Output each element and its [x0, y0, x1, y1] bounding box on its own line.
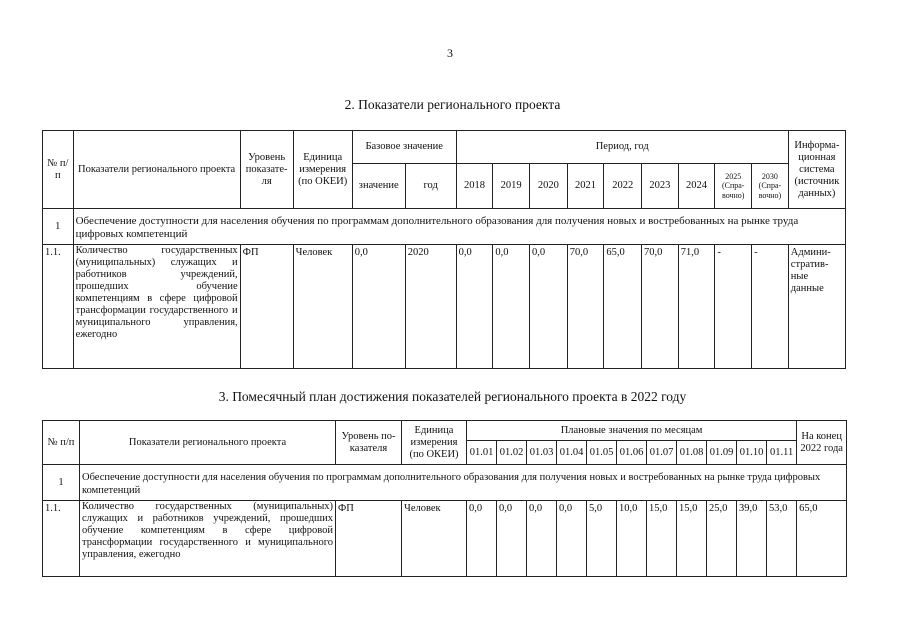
- header-year-reference: 2025 (Спра-вочно): [715, 164, 752, 209]
- row-value: 71,0: [678, 245, 715, 369]
- row-month-value: 0,0: [467, 501, 497, 577]
- header-month: 01.02: [497, 441, 527, 465]
- row-month-value: 10,0: [617, 501, 647, 577]
- row-month-value: 0,0: [527, 501, 557, 577]
- row-month-value: 5,0: [587, 501, 617, 577]
- row-value: 0,0: [493, 245, 530, 369]
- section-row-num: 1: [43, 209, 74, 245]
- header-end: На конец 2022 года: [797, 421, 847, 465]
- header-month: 01.06: [617, 441, 647, 465]
- row-unit: Человек: [293, 245, 352, 369]
- row-month-value: 39,0: [737, 501, 767, 577]
- header-level: Уровень показате-ля: [240, 131, 293, 209]
- header-level: Уровень по-казателя: [336, 421, 402, 465]
- section-row-text: Обеспечение доступности для населения обучения по программам дополнительного образования для получения новых и востребованных на рынке труда цифровых компетенций: [73, 209, 845, 245]
- section-3-title: 3. Помесячный план достижения показателей регионального проекта в 2022 году: [218, 389, 687, 404]
- row-month-value: 0,0: [557, 501, 587, 577]
- row-indicator: Количество государственных (муниципальных) служащих и работников учреждений, прошедших обучение компетенциям в сфере цифровой трансформации государственного и муниципального управления, ежегодно: [80, 501, 336, 577]
- header-month: 01.09: [707, 441, 737, 465]
- row-level: ФП: [240, 245, 293, 369]
- row-indicator: Количество государственных (муниципальных) служащих и работников учреждений, прошедших обучение компетенциям в сфере цифровой трансформации государственного и муниципального управления, ежегодно: [73, 245, 240, 369]
- header-year: 2020: [530, 164, 568, 209]
- header-year: 2018: [456, 164, 493, 209]
- header-indicators: Показатели регионального проекта: [80, 421, 336, 465]
- row-unit: Человек: [402, 501, 467, 577]
- header-base-value: значение: [352, 164, 405, 209]
- header-year: 2022: [604, 164, 642, 209]
- header-month: 01.05: [587, 441, 617, 465]
- header-month: 01.01: [467, 441, 497, 465]
- row-base-value: 0,0: [352, 245, 405, 369]
- row-month-value: 15,0: [647, 501, 677, 577]
- header-month: 01.11: [767, 441, 797, 465]
- header-month: 01.03: [527, 441, 557, 465]
- header-year: 2021: [567, 164, 604, 209]
- row-base-year: 2020: [405, 245, 456, 369]
- section-row-num: 1: [43, 465, 80, 501]
- header-month: 01.10: [737, 441, 767, 465]
- section-2-title: 2. Показатели регионального проекта: [344, 97, 561, 112]
- header-unit: Единица измерения (по ОКЕИ): [402, 421, 467, 465]
- row-value: -: [715, 245, 752, 369]
- row-num: 1.1.: [43, 501, 80, 577]
- row-value: 0,0: [530, 245, 568, 369]
- header-base-year: год: [405, 164, 456, 209]
- row-num: 1.1.: [43, 245, 74, 369]
- header-unit: Единица измерения (по ОКЕИ): [293, 131, 352, 209]
- header-base: Базовое значение: [352, 131, 456, 164]
- monthly-plan-table: [42, 420, 847, 577]
- row-value: -: [752, 245, 789, 369]
- header-month: 01.07: [647, 441, 677, 465]
- header-planned: Плановые значения по месяцам: [467, 421, 797, 441]
- header-info: Информа-ционная система (источник данных): [788, 131, 845, 209]
- row-month-value: 15,0: [677, 501, 707, 577]
- header-year-reference: 2030 (Спра-вочно): [752, 164, 789, 209]
- row-month-value: 25,0: [707, 501, 737, 577]
- row-month-value: 53,0: [767, 501, 797, 577]
- row-value: 70,0: [642, 245, 679, 369]
- header-indicators: Показатели регионального проекта: [73, 131, 240, 209]
- header-num: № п/п: [43, 131, 74, 209]
- header-period: Период, год: [456, 131, 788, 164]
- header-year: 2019: [493, 164, 530, 209]
- row-level: ФП: [336, 501, 402, 577]
- indicators-table: [42, 130, 846, 369]
- page-number: 3: [447, 46, 453, 60]
- header-num: № п/п: [43, 421, 80, 465]
- header-month: 01.08: [677, 441, 707, 465]
- header-year: 2023: [642, 164, 679, 209]
- row-value: 70,0: [567, 245, 604, 369]
- row-month-value: 0,0: [497, 501, 527, 577]
- header-year: 2024: [678, 164, 715, 209]
- row-value: 65,0: [604, 245, 642, 369]
- row-end-value: 65,0: [797, 501, 847, 577]
- row-value: 0,0: [456, 245, 493, 369]
- row-info: Админи-стратив-ные данные: [788, 245, 845, 369]
- section-row-text: Обеспечение доступности для населения обучения по программам дополнительного образования для получения новых и востребованных на рынке труда цифровых компетенций: [80, 465, 847, 501]
- header-month: 01.04: [557, 441, 587, 465]
